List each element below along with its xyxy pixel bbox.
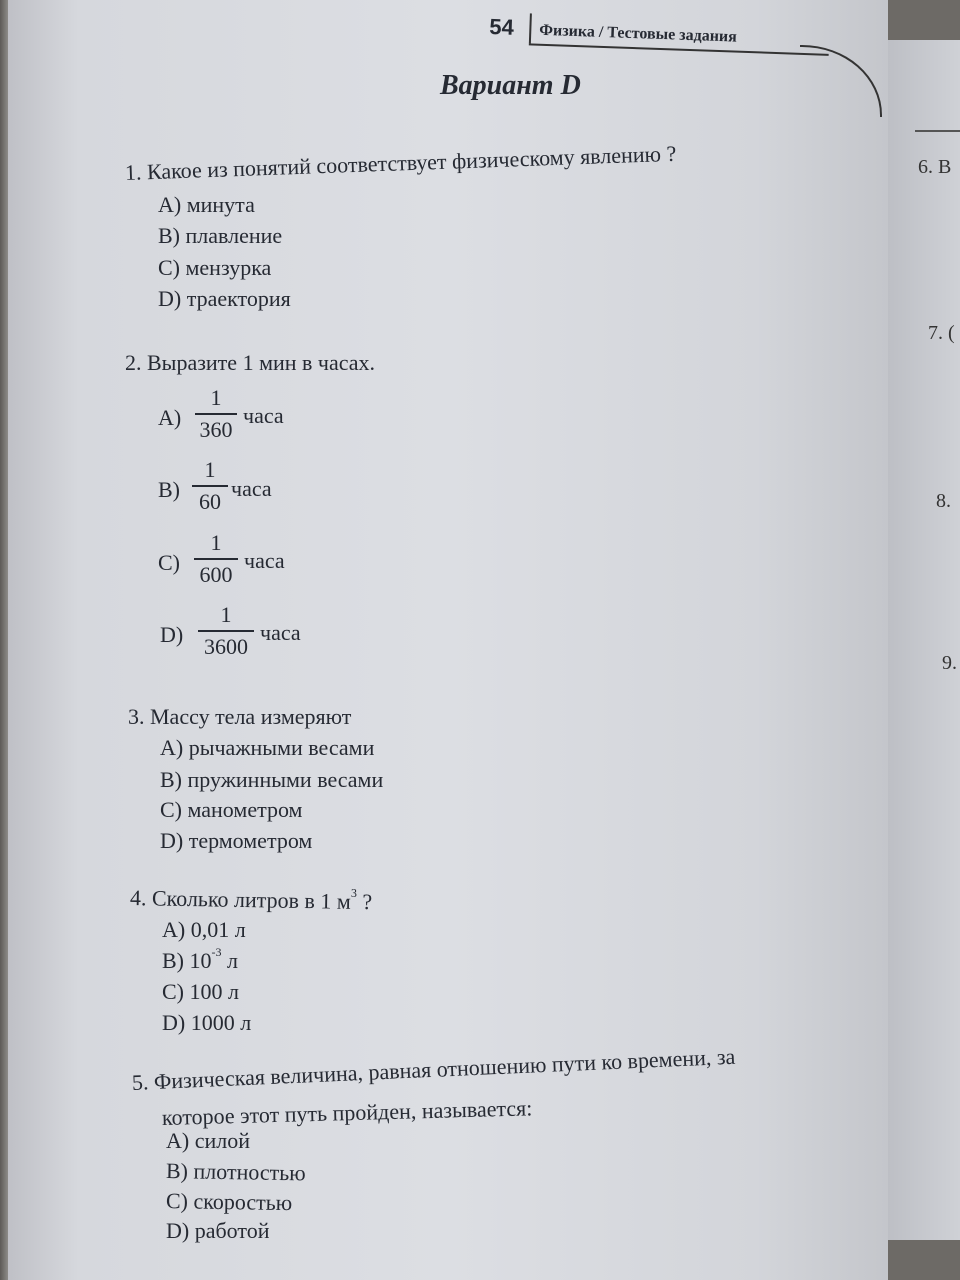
q2-option-a-letter: A) — [158, 405, 182, 430]
q2-option-c-unit: часа — [244, 548, 285, 573]
denominator: 3600 — [204, 634, 248, 659]
question-3 — [128, 704, 351, 730]
question-2 — [125, 350, 375, 376]
question-number: 2. — [125, 350, 142, 375]
q2-option-c-fraction — [194, 530, 238, 588]
fraction-bar — [192, 485, 228, 487]
numerator: 1 — [210, 530, 222, 555]
q2-option-b-unit: часа — [231, 476, 272, 501]
q1-option-b: B) плавление — [158, 223, 283, 248]
q5-option-a: A) силой — [166, 1128, 251, 1153]
numerator: 1 — [210, 385, 222, 410]
q2-option-b-fraction — [192, 457, 228, 515]
option-unit: л — [221, 948, 238, 973]
q3-option-d: D) термометром — [160, 828, 313, 853]
next-page-question-9: 9. — [942, 652, 957, 674]
q4-option-a: A) 0,01 л — [162, 917, 246, 942]
option-base: B) 10 — [162, 948, 212, 973]
q1-option-d: D) траектория — [158, 286, 291, 311]
fraction-bar — [195, 413, 237, 415]
superscript: 3 — [350, 885, 358, 900]
header-divider — [529, 13, 532, 43]
question-text-end: ? — [356, 888, 373, 915]
question-number: 4. — [129, 885, 147, 911]
q4-option-c: C) 100 л — [162, 979, 239, 1004]
q2-option-d-letter: D) — [160, 622, 184, 647]
question-text: Выразите 1 мин в часах. — [147, 350, 376, 375]
q3-option-c: C) манометром — [160, 797, 303, 822]
question-text: Сколько литров в 1 м — [151, 885, 352, 914]
q5-option-c: C) скоростью — [165, 1188, 293, 1216]
q2-option-d-fraction — [198, 602, 254, 660]
q2-option-c-letter: C) — [158, 550, 180, 575]
question-text: Какое из понятий соответствует физическому явлению ? — [146, 140, 677, 185]
q1-option-a: A) минута — [158, 192, 255, 217]
q2-option-a-fraction — [195, 385, 237, 443]
q2-option-b-letter: B) — [158, 477, 180, 502]
question-4 — [130, 885, 373, 915]
question-text-line-1: Физическая величина, равная отношению пути ко времени, за — [153, 1043, 736, 1095]
book-spine-shadow — [0, 0, 8, 1280]
question-number: 1. — [124, 159, 142, 185]
option-exponent: -3 — [211, 945, 222, 959]
q3-option-a: A) рычажными весами — [160, 735, 375, 760]
variant-title: Вариант D — [440, 70, 581, 101]
page-number: 54 — [488, 13, 515, 40]
question-number: 5. — [131, 1069, 150, 1095]
q4-option-d: D) 1000 л — [162, 1010, 252, 1035]
next-page-question-8: 8. — [936, 490, 951, 512]
next-page-question-7: 7. ( — [928, 322, 955, 344]
q4-option-b — [162, 945, 238, 974]
numerator: 1 — [204, 457, 216, 482]
question-5-line-2: которое этот путь пройден, называется: — [161, 1095, 533, 1130]
q2-option-a-unit: часа — [243, 403, 284, 428]
next-page-question-6: 6. В — [918, 156, 952, 178]
next-page-rule — [915, 130, 960, 132]
denominator: 360 — [199, 417, 233, 442]
question-number: 3. — [128, 704, 145, 729]
fraction-bar — [198, 630, 254, 632]
q5-option-d: D) работой — [166, 1218, 270, 1243]
q5-option-b: B) плотностью — [165, 1158, 306, 1186]
q3-option-b: B) пружинными весами — [160, 767, 384, 792]
question-text: Массу тела измеряют — [150, 704, 352, 729]
fraction-bar — [194, 558, 238, 560]
q1-option-c: C) мензурка — [158, 255, 272, 280]
denominator: 60 — [199, 489, 221, 514]
section-title: Физика / Тестовые задания — [539, 21, 738, 46]
q2-option-d-unit: часа — [260, 620, 301, 645]
numerator: 1 — [220, 602, 232, 627]
denominator: 600 — [199, 562, 233, 587]
